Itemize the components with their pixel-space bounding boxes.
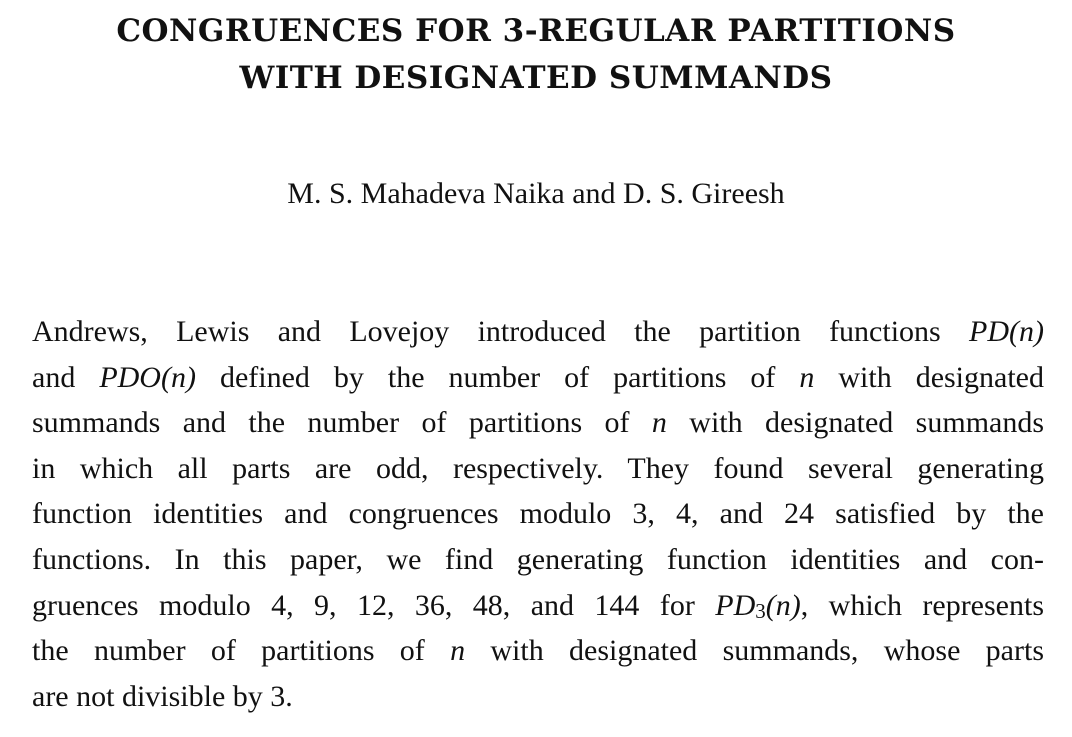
math-n: n [799, 360, 815, 394]
abstract-line-8: the number of partitions of n with designated summands, whose parts [32, 634, 1044, 668]
math-n: n [450, 634, 466, 668]
abstract-line-5: function identities and congruences modulo 3, 4, and 24 satisfied by the [32, 497, 1044, 531]
abstract-line-9: are not divisible by 3. [32, 679, 293, 713]
abstract [32, 309, 1044, 719]
title-line-2: WITH DESIGNATED SUMMANDS [239, 60, 833, 96]
title-line-1: CONGRUENCES FOR 3-REGULAR PARTITIONS [116, 13, 956, 49]
math-pd3-n: $PD_3(n)$ [715, 588, 801, 623]
math-n: n [651, 406, 667, 440]
abstract-line-4: in which all parts are odd, respectively. They found several generating [32, 451, 1044, 485]
math-pd-n: PD(n) [969, 315, 1044, 348]
math-pdo-n: PDO(n) [99, 360, 196, 394]
abstract-line-2: and PDO(n) defined by the number of partitions of n with designated [32, 360, 1044, 394]
abstract-line-7: gruences modulo 4, 9, 12, 36, 48, and 144 for $PD_3(n)$, which represents [32, 588, 1044, 623]
abstract-line-1: Andrews, Lewis and Lovejoy introduced the partition functions PD(n) [32, 315, 1044, 348]
paper-title [0, 8, 1072, 102]
abstract-line-3: summands and the number of partitions of n with designated summands [32, 406, 1045, 440]
authors: M. S. Mahadeva Naika and D. S. Gireesh [287, 177, 785, 210]
abstract-line-6: functions. In this paper, we find generating function identities and con- [32, 542, 1044, 576]
